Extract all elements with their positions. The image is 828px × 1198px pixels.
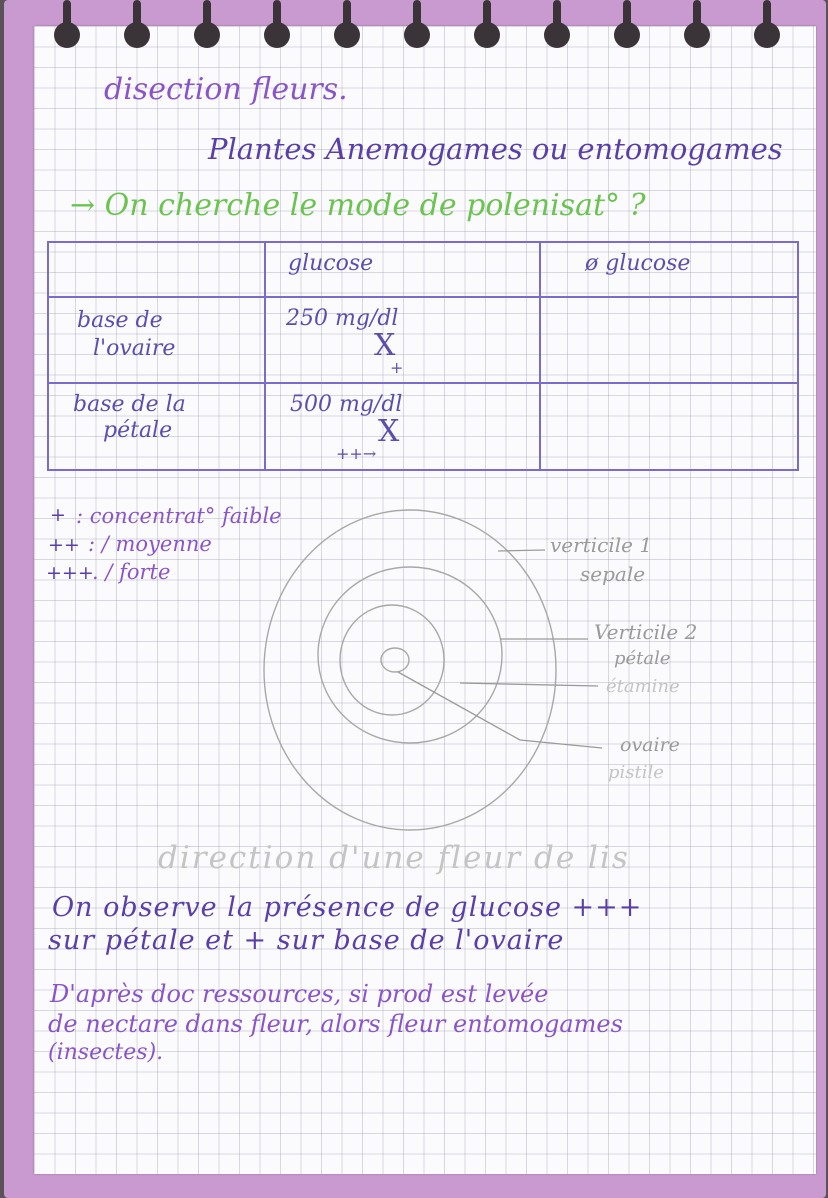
legend-text: . / forte [92, 560, 171, 584]
label-pistile: pistile [608, 762, 664, 783]
observation-line: On observe la présence de glucose +++ [52, 892, 643, 923]
label-petale: pétale [614, 648, 671, 669]
legend-symbol: +++ [46, 562, 94, 584]
page-subtitle: Plantes Anemogames ou entomogames [208, 132, 783, 166]
table-cell-value: 250 mg/dl X + [265, 297, 540, 383]
conclusion-line: D'après doc ressources, si prod est levée [50, 980, 549, 1008]
diagram-caption: direction d'une fleur de lis [158, 840, 630, 876]
label-verticile-2: Verticile 2 [594, 620, 698, 644]
leader-lines [398, 550, 602, 748]
petal-whorl [318, 567, 502, 743]
sepal-whorl [264, 510, 556, 830]
label-verticile-1: verticile 1 [550, 533, 653, 557]
table-header-cell: ø glucose [540, 242, 798, 297]
legend-symbol: + [50, 504, 66, 526]
flower-whorls [264, 510, 556, 830]
leader-line [498, 550, 545, 551]
table-row-label: base de l'ovaire [48, 297, 265, 383]
table-row-label: base de la pétale [48, 383, 265, 470]
conclusion-line: (insectes). [48, 1040, 164, 1065]
ovary-center [381, 648, 409, 672]
table-cell-value: 500 mg/dl X ++→ [265, 383, 540, 470]
legend-symbol: ++ [48, 534, 80, 556]
page-title: disection fleurs. [104, 72, 348, 107]
legend-text: : / moyenne [88, 532, 212, 556]
table-header-cell: glucose [265, 242, 540, 297]
stamen-whorl [340, 605, 444, 715]
research-question: → On cherche le mode de polenisat° ? [70, 188, 646, 223]
leader-line [460, 683, 598, 686]
observation-line: sur pétale et + sur base de l'ovaire [48, 925, 565, 956]
label-sepale: sepale [580, 562, 646, 586]
legend-text: : concentrat° faible [76, 504, 282, 528]
label-ovaire: ovaire [620, 734, 680, 756]
label-etamine: étamine [606, 676, 680, 697]
conclusion-line: de nectare dans fleur, alors fleur entomogames [48, 1010, 623, 1038]
